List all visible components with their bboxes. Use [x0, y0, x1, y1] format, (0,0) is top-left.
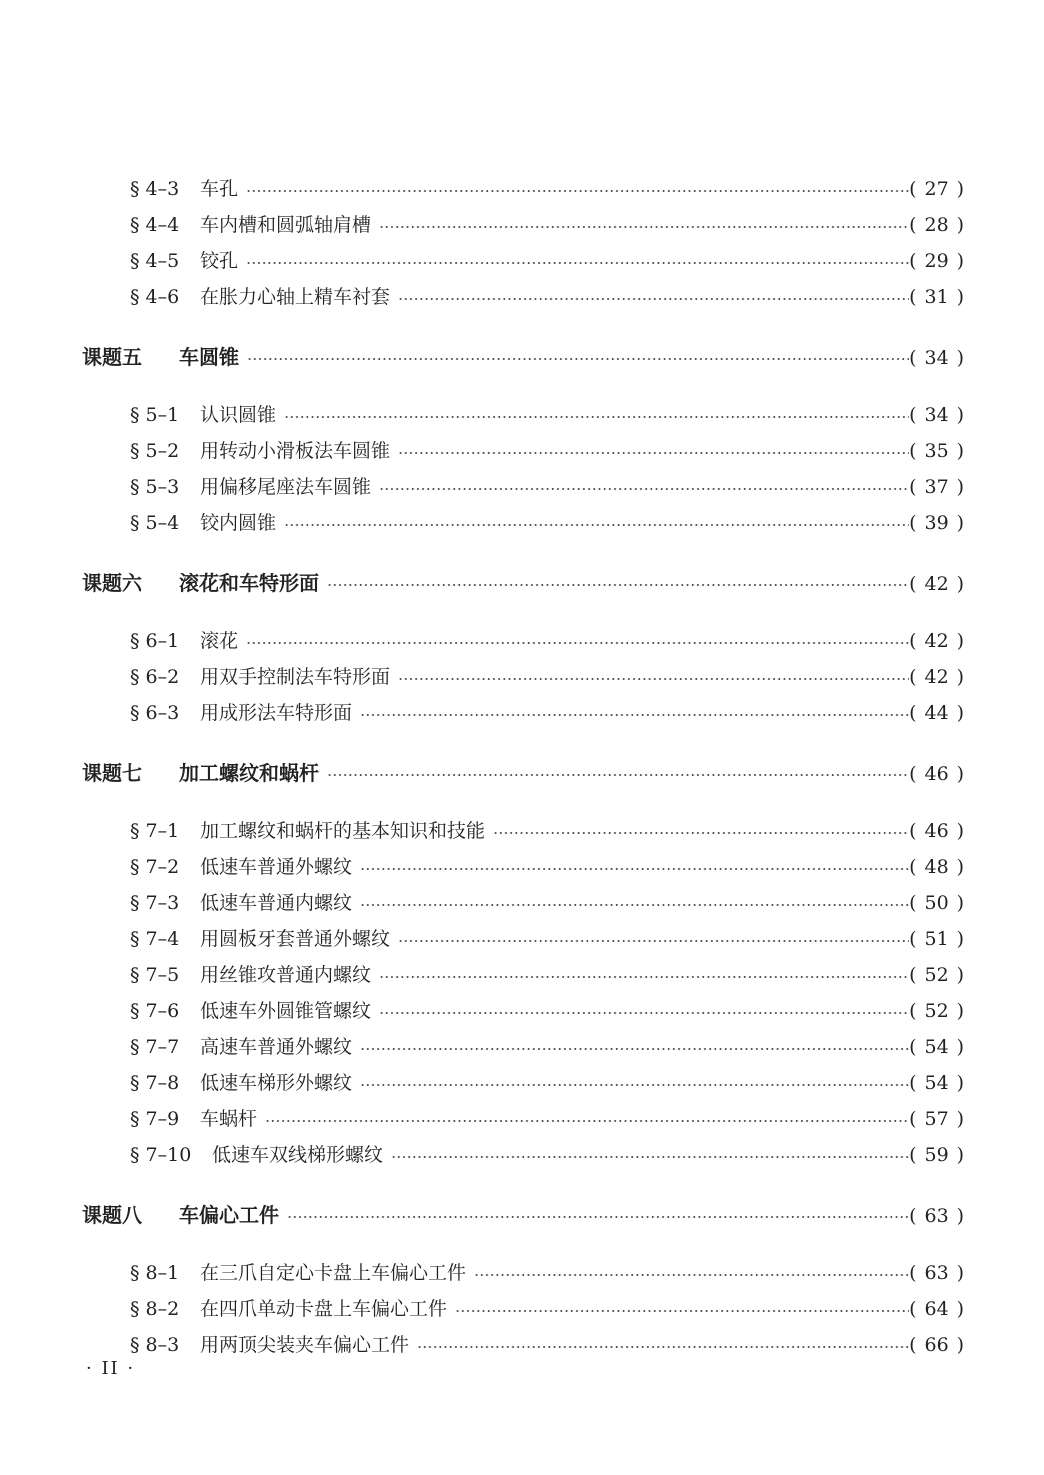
section-entry[interactable]	[0, 469, 1044, 505]
close-paren: )	[956, 476, 964, 498]
open-paren: (	[909, 404, 917, 426]
open-paren: (	[909, 702, 917, 724]
close-paren: )	[956, 630, 964, 652]
open-paren: (	[909, 1072, 917, 1094]
dot-leader	[379, 1012, 909, 1014]
open-paren: (	[909, 1262, 917, 1284]
section-number: § 5–2	[130, 440, 180, 462]
close-paren: )	[956, 347, 964, 369]
close-paren: )	[956, 573, 964, 595]
open-paren: (	[909, 763, 917, 785]
section-title: 用丝锥攻普通内螺纹	[200, 964, 372, 986]
close-paren: )	[956, 214, 964, 236]
section-number: § 8–3	[130, 1334, 180, 1356]
page-ref	[909, 340, 964, 376]
section-entry[interactable]	[0, 279, 1044, 315]
section-title: 低速车普通内螺纹	[200, 892, 353, 914]
page-ref	[909, 171, 964, 207]
section-entry[interactable]	[0, 695, 1044, 731]
section-title: 用转动小滑板法车圆锥	[200, 440, 391, 462]
page-ref	[909, 1291, 964, 1327]
section-entry[interactable]	[0, 623, 1044, 659]
close-paren: )	[956, 178, 964, 200]
open-paren: (	[909, 1108, 917, 1130]
section-number: § 8–1	[130, 1262, 180, 1284]
dot-leader	[327, 584, 909, 586]
close-paren: )	[956, 1334, 964, 1356]
chapter-entry[interactable]	[0, 1197, 1044, 1233]
close-paren: )	[956, 928, 964, 950]
section-number: § 5–3	[130, 476, 180, 498]
section-number: § 4–6	[130, 286, 180, 308]
chapter-title: 滚花和车特形面	[179, 571, 319, 595]
dot-leader	[398, 940, 909, 942]
section-title: 认识圆锥	[200, 404, 277, 426]
section-number: § 7–4	[130, 928, 180, 950]
section-title: 低速车双线梯形螺纹	[212, 1144, 384, 1166]
dot-leader	[391, 1156, 909, 1158]
dot-leader	[247, 358, 909, 360]
section-title: 铰内圆锥	[200, 512, 277, 534]
open-paren: (	[909, 856, 917, 878]
section-title: 低速车梯形外螺纹	[200, 1072, 353, 1094]
open-paren: (	[909, 476, 917, 498]
page-ref	[909, 623, 964, 659]
page-number-ref: 63	[924, 1262, 949, 1284]
page-ref	[909, 756, 964, 792]
page-number-ref: 34	[924, 347, 949, 369]
section-title: 低速车外圆锥管螺纹	[200, 1000, 372, 1022]
dot-leader	[265, 1120, 909, 1122]
dot-leader	[474, 1274, 909, 1276]
close-paren: )	[956, 1072, 964, 1094]
open-paren: (	[909, 440, 917, 462]
section-number: § 6–3	[130, 702, 180, 724]
open-paren: (	[909, 347, 917, 369]
section-entry[interactable]	[0, 885, 1044, 921]
page-ref	[909, 243, 964, 279]
section-number: § 8–2	[130, 1298, 180, 1320]
dot-leader	[287, 1216, 909, 1218]
chapter-title: 加工螺纹和蜗杆	[179, 761, 319, 785]
section-number: § 7–8	[130, 1072, 180, 1094]
close-paren: )	[956, 404, 964, 426]
chapter-entry[interactable]	[0, 339, 1044, 375]
section-entry[interactable]	[0, 921, 1044, 957]
page-number-ref: 50	[924, 892, 949, 914]
section-title: 高速车普通外螺纹	[200, 1036, 353, 1058]
page-number-ref: 27	[924, 178, 949, 200]
section-entry[interactable]	[0, 993, 1044, 1029]
dot-leader	[493, 832, 909, 834]
dot-leader	[398, 298, 909, 300]
close-paren: )	[956, 964, 964, 986]
open-paren: (	[909, 512, 917, 534]
open-paren: (	[909, 573, 917, 595]
section-number: § 6–1	[130, 630, 180, 652]
open-paren: (	[909, 630, 917, 652]
page-number-ref: 52	[924, 964, 949, 986]
page-number-ref: 51	[924, 928, 949, 950]
close-paren: )	[956, 666, 964, 688]
page-ref	[909, 1065, 964, 1101]
page-ref	[909, 849, 964, 885]
page-ref	[909, 1327, 964, 1363]
section-title: 用偏移尾座法车圆锥	[200, 476, 372, 498]
close-paren: )	[956, 512, 964, 534]
section-entry[interactable]	[0, 243, 1044, 279]
page-number: · II ·	[86, 1358, 136, 1379]
page-number-ref: 59	[924, 1144, 949, 1166]
chapter-number: 课题八	[82, 1203, 142, 1227]
page-number-ref: 57	[924, 1108, 949, 1130]
close-paren: )	[956, 892, 964, 914]
chapter-entry[interactable]	[0, 755, 1044, 791]
page-ref	[909, 279, 964, 315]
section-title: 滚花	[200, 630, 239, 652]
page-number-ref: 54	[924, 1036, 949, 1058]
dot-leader	[246, 262, 909, 264]
section-entry[interactable]	[0, 1327, 1044, 1363]
section-entry[interactable]	[0, 397, 1044, 433]
open-paren: (	[909, 964, 917, 986]
close-paren: )	[956, 1144, 964, 1166]
section-entry[interactable]	[0, 1137, 1044, 1173]
section-entry[interactable]	[0, 171, 1044, 207]
section-entry[interactable]	[0, 1101, 1044, 1137]
page-ref	[909, 566, 964, 602]
page-number-ref: 34	[924, 404, 949, 426]
close-paren: )	[956, 440, 964, 462]
section-entry[interactable]	[0, 1029, 1044, 1065]
dot-leader	[398, 678, 909, 680]
page-ref	[909, 505, 964, 541]
page-number-ref: 64	[924, 1298, 949, 1320]
chapter-title: 车偏心工件	[179, 1203, 279, 1227]
open-paren: (	[909, 1334, 917, 1356]
dot-leader	[379, 976, 909, 978]
open-paren: (	[909, 1000, 917, 1022]
page-number-ref: 63	[924, 1205, 949, 1227]
page-number-ref: 52	[924, 1000, 949, 1022]
open-paren: (	[909, 1298, 917, 1320]
dot-leader	[246, 190, 909, 192]
dot-leader	[379, 488, 909, 490]
page-number-ref: 29	[924, 250, 949, 272]
page-ref	[909, 469, 964, 505]
open-paren: (	[909, 1144, 917, 1166]
dot-leader	[360, 868, 909, 870]
section-title: 低速车普通外螺纹	[200, 856, 353, 878]
section-number: § 7–1	[130, 820, 180, 842]
close-paren: )	[956, 856, 964, 878]
open-paren: (	[909, 892, 917, 914]
dot-leader	[246, 642, 909, 644]
chapter-number: 课题六	[82, 571, 142, 595]
dot-leader	[360, 904, 909, 906]
section-number: § 7–3	[130, 892, 180, 914]
section-entry[interactable]	[0, 813, 1044, 849]
section-title: 在胀力心轴上精车衬套	[200, 286, 391, 308]
page-ref	[909, 813, 964, 849]
page-number-ref: 37	[924, 476, 949, 498]
dot-leader	[360, 714, 909, 716]
page-ref	[909, 695, 964, 731]
page-number-ref: 42	[924, 573, 949, 595]
dot-leader	[327, 774, 909, 776]
open-paren: (	[909, 1205, 917, 1227]
section-title: 在四爪单动卡盘上车偏心工件	[200, 1298, 448, 1320]
section-number: § 6–2	[130, 666, 180, 688]
page-number-ref: 42	[924, 630, 949, 652]
page-ref	[909, 1029, 964, 1065]
open-paren: (	[909, 286, 917, 308]
section-entry[interactable]	[0, 1291, 1044, 1327]
dot-leader	[360, 1048, 909, 1050]
page-number-ref: 44	[924, 702, 949, 724]
section-title: 铰孔	[200, 250, 239, 272]
close-paren: )	[956, 250, 964, 272]
section-entry[interactable]	[0, 659, 1044, 695]
open-paren: (	[909, 928, 917, 950]
page-number-ref: 31	[924, 286, 949, 308]
section-entry[interactable]	[0, 505, 1044, 541]
dot-leader	[379, 226, 909, 228]
close-paren: )	[956, 1000, 964, 1022]
chapter-number: 课题七	[82, 761, 142, 785]
page-number-ref: 35	[924, 440, 949, 462]
page-number-ref: 28	[924, 214, 949, 236]
open-paren: (	[909, 178, 917, 200]
page-ref	[909, 885, 964, 921]
section-title: 加工螺纹和蜗杆的基本知识和技能	[200, 820, 486, 842]
dot-leader	[455, 1310, 909, 1312]
page-number-ref: 42	[924, 666, 949, 688]
table-of-contents	[0, 171, 1044, 1363]
close-paren: )	[956, 763, 964, 785]
page-ref	[909, 397, 964, 433]
page-ref	[909, 921, 964, 957]
section-entry[interactable]	[0, 849, 1044, 885]
section-title: 在三爪自定心卡盘上车偏心工件	[200, 1262, 467, 1284]
section-title: 车孔	[200, 178, 239, 200]
dot-leader	[398, 452, 909, 454]
page-number-ref: 54	[924, 1072, 949, 1094]
section-entry[interactable]	[0, 207, 1044, 243]
close-paren: )	[956, 1036, 964, 1058]
page-number-ref: 46	[924, 820, 949, 842]
page-ref	[909, 957, 964, 993]
section-number: § 7–10	[130, 1144, 192, 1166]
section-title: 用圆板牙套普通外螺纹	[200, 928, 391, 950]
close-paren: )	[956, 1298, 964, 1320]
page-ref	[909, 1198, 964, 1234]
section-title: 用两顶尖装夹车偏心工件	[200, 1334, 410, 1356]
dot-leader	[284, 524, 909, 526]
section-entry[interactable]	[0, 1255, 1044, 1291]
section-number: § 5–4	[130, 512, 180, 534]
page-ref	[909, 207, 964, 243]
page-ref	[909, 993, 964, 1029]
open-paren: (	[909, 820, 917, 842]
section-number: § 5–1	[130, 404, 180, 426]
section-number: § 7–5	[130, 964, 180, 986]
page-ref	[909, 659, 964, 695]
dot-leader	[417, 1346, 909, 1348]
close-paren: )	[956, 1205, 964, 1227]
close-paren: )	[956, 702, 964, 724]
page-number-ref: 66	[924, 1334, 949, 1356]
section-number: § 4–4	[130, 214, 180, 236]
chapter-title: 车圆锥	[179, 345, 239, 369]
section-number: § 7–9	[130, 1108, 180, 1130]
page-ref	[909, 1137, 964, 1173]
open-paren: (	[909, 214, 917, 236]
section-title: 用成形法车特形面	[200, 702, 353, 724]
section-entry[interactable]	[0, 957, 1044, 993]
close-paren: )	[956, 1108, 964, 1130]
close-paren: )	[956, 820, 964, 842]
section-number: § 4–5	[130, 250, 180, 272]
dot-leader	[284, 416, 909, 418]
section-title: 车蜗杆	[200, 1108, 258, 1130]
open-paren: (	[909, 250, 917, 272]
page-ref	[909, 1255, 964, 1291]
page-ref	[909, 1101, 964, 1137]
section-number: § 7–2	[130, 856, 180, 878]
page-ref	[909, 433, 964, 469]
open-paren: (	[909, 1036, 917, 1058]
section-title: 用双手控制法车特形面	[200, 666, 391, 688]
dot-leader	[360, 1084, 909, 1086]
section-title: 车内槽和圆弧轴肩槽	[200, 214, 372, 236]
page-number-ref: 46	[924, 763, 949, 785]
page-number-ref: 39	[924, 512, 949, 534]
section-number: § 7–7	[130, 1036, 180, 1058]
section-entry[interactable]	[0, 1065, 1044, 1101]
section-entry[interactable]	[0, 433, 1044, 469]
close-paren: )	[956, 1262, 964, 1284]
open-paren: (	[909, 666, 917, 688]
chapter-entry[interactable]	[0, 565, 1044, 601]
page-number-ref: 48	[924, 856, 949, 878]
chapter-number: 课题五	[82, 345, 142, 369]
section-number: § 4–3	[130, 178, 180, 200]
close-paren: )	[956, 286, 964, 308]
section-number: § 7–6	[130, 1000, 180, 1022]
